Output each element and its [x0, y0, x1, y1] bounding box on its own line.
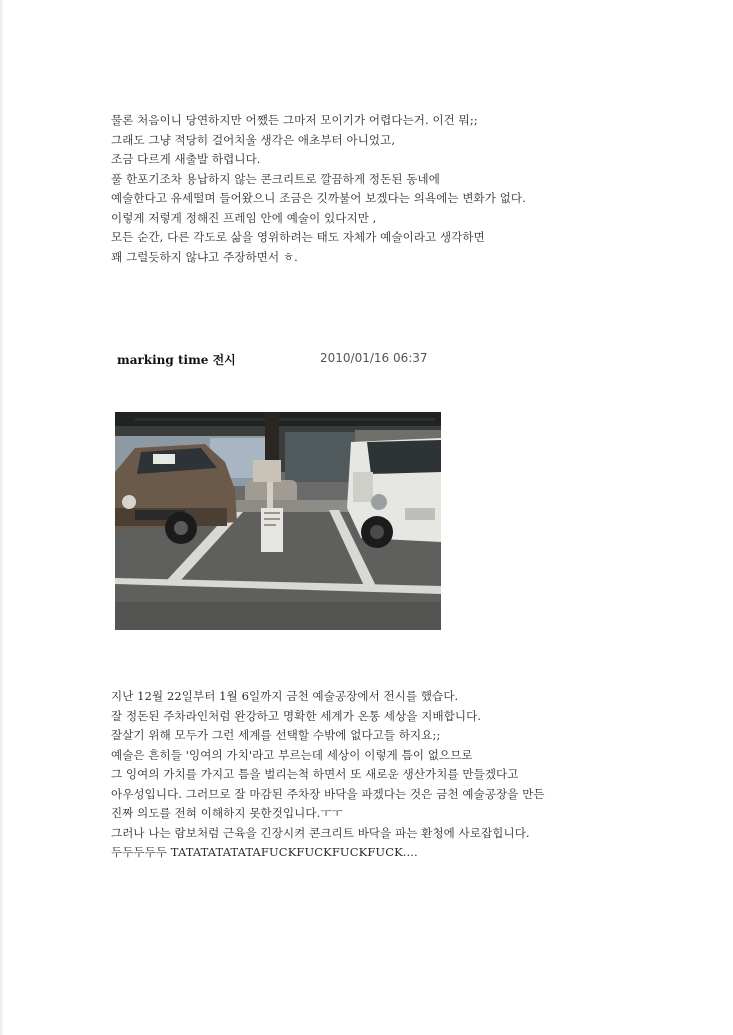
intro-line: 이렇게 저렇게 정해진 프레임 안에 예술이 있다지만 , — [111, 210, 377, 225]
body-line: 잘살기 위해 모두가 그런 세계를 선택할 수밖에 없다고들 하지요;; — [111, 728, 441, 742]
intro-line: 모든 순간, 다른 각도로 삶을 영위하려는 태도 자체가 예술이라고 생각하면 — [111, 230, 485, 244]
intro-line: 예술한다고 유세떨며 들어왔으니 조금은 깃까불어 보겠다는 의욕에는 변화가 없다. — [111, 191, 526, 205]
intro-line: 그래도 그냥 적당히 걸어치울 생각은 애초부터 아니었고, — [111, 132, 396, 147]
page-edge — [0, 0, 4, 1035]
body-line: 아우성입니다. 그러므로 잘 마감된 주차장 바닥을 파겠다는 것은 금천 예술공장을 만든 — [111, 786, 545, 801]
intro-line: 조금 다르게 새출발 하렵니다. — [111, 152, 261, 166]
post-header — [117, 351, 537, 369]
body-line: 지난 12월 22일부터 1월 6일까지 금천 예술공장에서 전시를 했습다. — [111, 689, 459, 703]
post-title[interactable]: marking time 전시 — [117, 353, 236, 367]
intro-line: 물론 처음이니 당연하지만 어쨌든 그마저 모이기가 어렵다는거. 이건 뭐;; — [111, 113, 478, 127]
body-line: 두두두두두 TATATATATATAFUCKFUCKFUCKFUCK.... — [111, 845, 418, 859]
body-line: 진짜 의도를 전혀 이해하지 못한것입니다.ㅜㅜ — [111, 806, 343, 820]
post-date: 2010/01/16 06:37 — [320, 351, 428, 365]
body-line: 그 잉여의 가치를 가지고 틈을 벌리는척 하면서 또 새로운 생산가치를 만들겠다고 — [111, 767, 519, 781]
body-line: 잘 정돈된 주차라인처럼 완강하고 명확한 세계가 온통 세상을 지배합니다. — [111, 708, 482, 723]
body-line: 그러나 나는 람보처럼 근육을 긴장시켜 콘크리트 바닥을 파는 환청에 사로잡힙니다. — [111, 825, 530, 840]
intro-line: 풀 한포기조차 용납하지 않는 콘크리트로 깔끔하게 정돈된 동네에 — [111, 171, 440, 186]
parking-lot-photo — [115, 412, 441, 630]
body-line: 예술은 흔히들 '잉여의 가치'라고 부르는데 세상이 이렇게 틈이 없으므로 — [111, 747, 473, 762]
body-paragraph — [111, 687, 651, 863]
intro-line: 꽤 그럴듯하지 않냐고 주장하면서 ㅎ. — [111, 249, 298, 264]
intro-paragraph — [111, 111, 651, 267]
